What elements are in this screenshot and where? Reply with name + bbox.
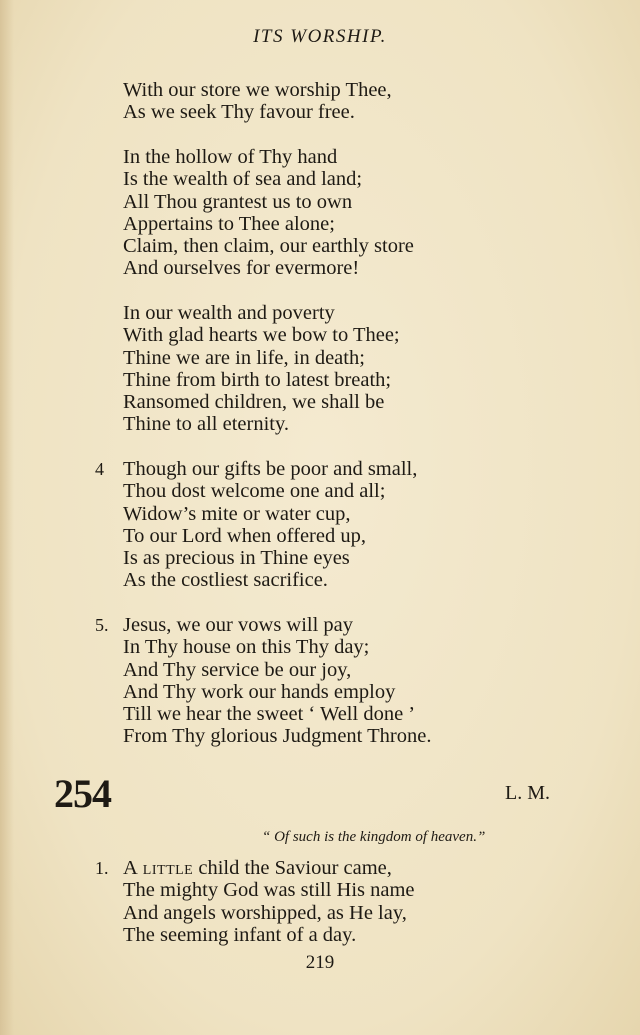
hymn-number: 254 bbox=[54, 771, 111, 816]
stanza bbox=[123, 79, 392, 124]
verse-line: Appertains to Thee alone; bbox=[123, 212, 335, 235]
verse-line: With our store we worship Thee, bbox=[123, 79, 392, 101]
verse-line: In our wealth and poverty bbox=[123, 302, 335, 324]
verse-line: Thine we are in life, in death; bbox=[123, 346, 365, 369]
stanza bbox=[123, 146, 414, 280]
verse-line: And Thy work our hands employ bbox=[123, 680, 396, 703]
verse-line: As the costliest sacrifice. bbox=[123, 569, 328, 592]
stanza-number: 1. bbox=[95, 858, 109, 878]
hymn-epigraph: “ Of such is the kingdom of heaven.” bbox=[262, 829, 486, 845]
stanza bbox=[95, 857, 415, 946]
verse-line: Though our gifts be poor and small, bbox=[123, 458, 418, 480]
verse-line: And ourselves for evermore! bbox=[123, 257, 360, 280]
verse-line: And angels worshipped, as He lay, bbox=[123, 901, 407, 924]
verse-line: As we seek Thy favour free. bbox=[123, 101, 355, 124]
verse-line: Is the wealth of sea and land; bbox=[123, 168, 363, 191]
stanza bbox=[123, 302, 400, 436]
spine-shadow bbox=[0, 0, 14, 1035]
verse-line: Till we hear the sweet ‘ Well done ’ bbox=[123, 703, 416, 726]
verse-line: In the hollow of Thy hand bbox=[123, 146, 338, 168]
page-number: 219 bbox=[305, 952, 335, 973]
stanza-number: 4 bbox=[95, 459, 104, 479]
verse-line: The mighty God was still His name bbox=[123, 879, 415, 902]
running-head: ITS WORSHIP. bbox=[253, 26, 387, 47]
verse-line: Thine from birth to latest breath; bbox=[123, 368, 392, 391]
verse-line: The seeming infant of a day. bbox=[123, 923, 357, 946]
verse-line: From Thy glorious Judgment Throne. bbox=[123, 725, 432, 748]
verse-line: Ransomed children, we shall be bbox=[123, 391, 385, 414]
verse-line: Is as precious in Thine eyes bbox=[123, 547, 350, 570]
verse-line: All Thou grantest us to own bbox=[123, 190, 353, 213]
verse-line: Thou dost welcome one and all; bbox=[123, 480, 386, 503]
stanza bbox=[95, 458, 418, 592]
verse-line: To our Lord when offered up, bbox=[123, 524, 366, 547]
verse-line: Thine to all eternity. bbox=[123, 413, 290, 436]
first-line-rest: child the Saviour came, bbox=[193, 857, 392, 879]
verse-line: Jesus, we our vows will pay bbox=[123, 614, 354, 636]
verse-line: With glad hearts we bow to Thee; bbox=[123, 324, 400, 347]
verse-line: Widow’s mite or water cup, bbox=[123, 502, 351, 525]
stanza-number: 5. bbox=[95, 615, 109, 635]
hymn-meter: L. M. bbox=[505, 782, 550, 804]
verse-line: And Thy service be our joy, bbox=[123, 658, 352, 681]
stanza bbox=[95, 614, 432, 748]
verse-line: In Thy house on this Thy day; bbox=[123, 636, 370, 659]
verse-line bbox=[123, 857, 415, 879]
verse-line: Claim, then claim, our earthly store bbox=[123, 235, 414, 258]
opening-words: A little bbox=[123, 857, 194, 879]
